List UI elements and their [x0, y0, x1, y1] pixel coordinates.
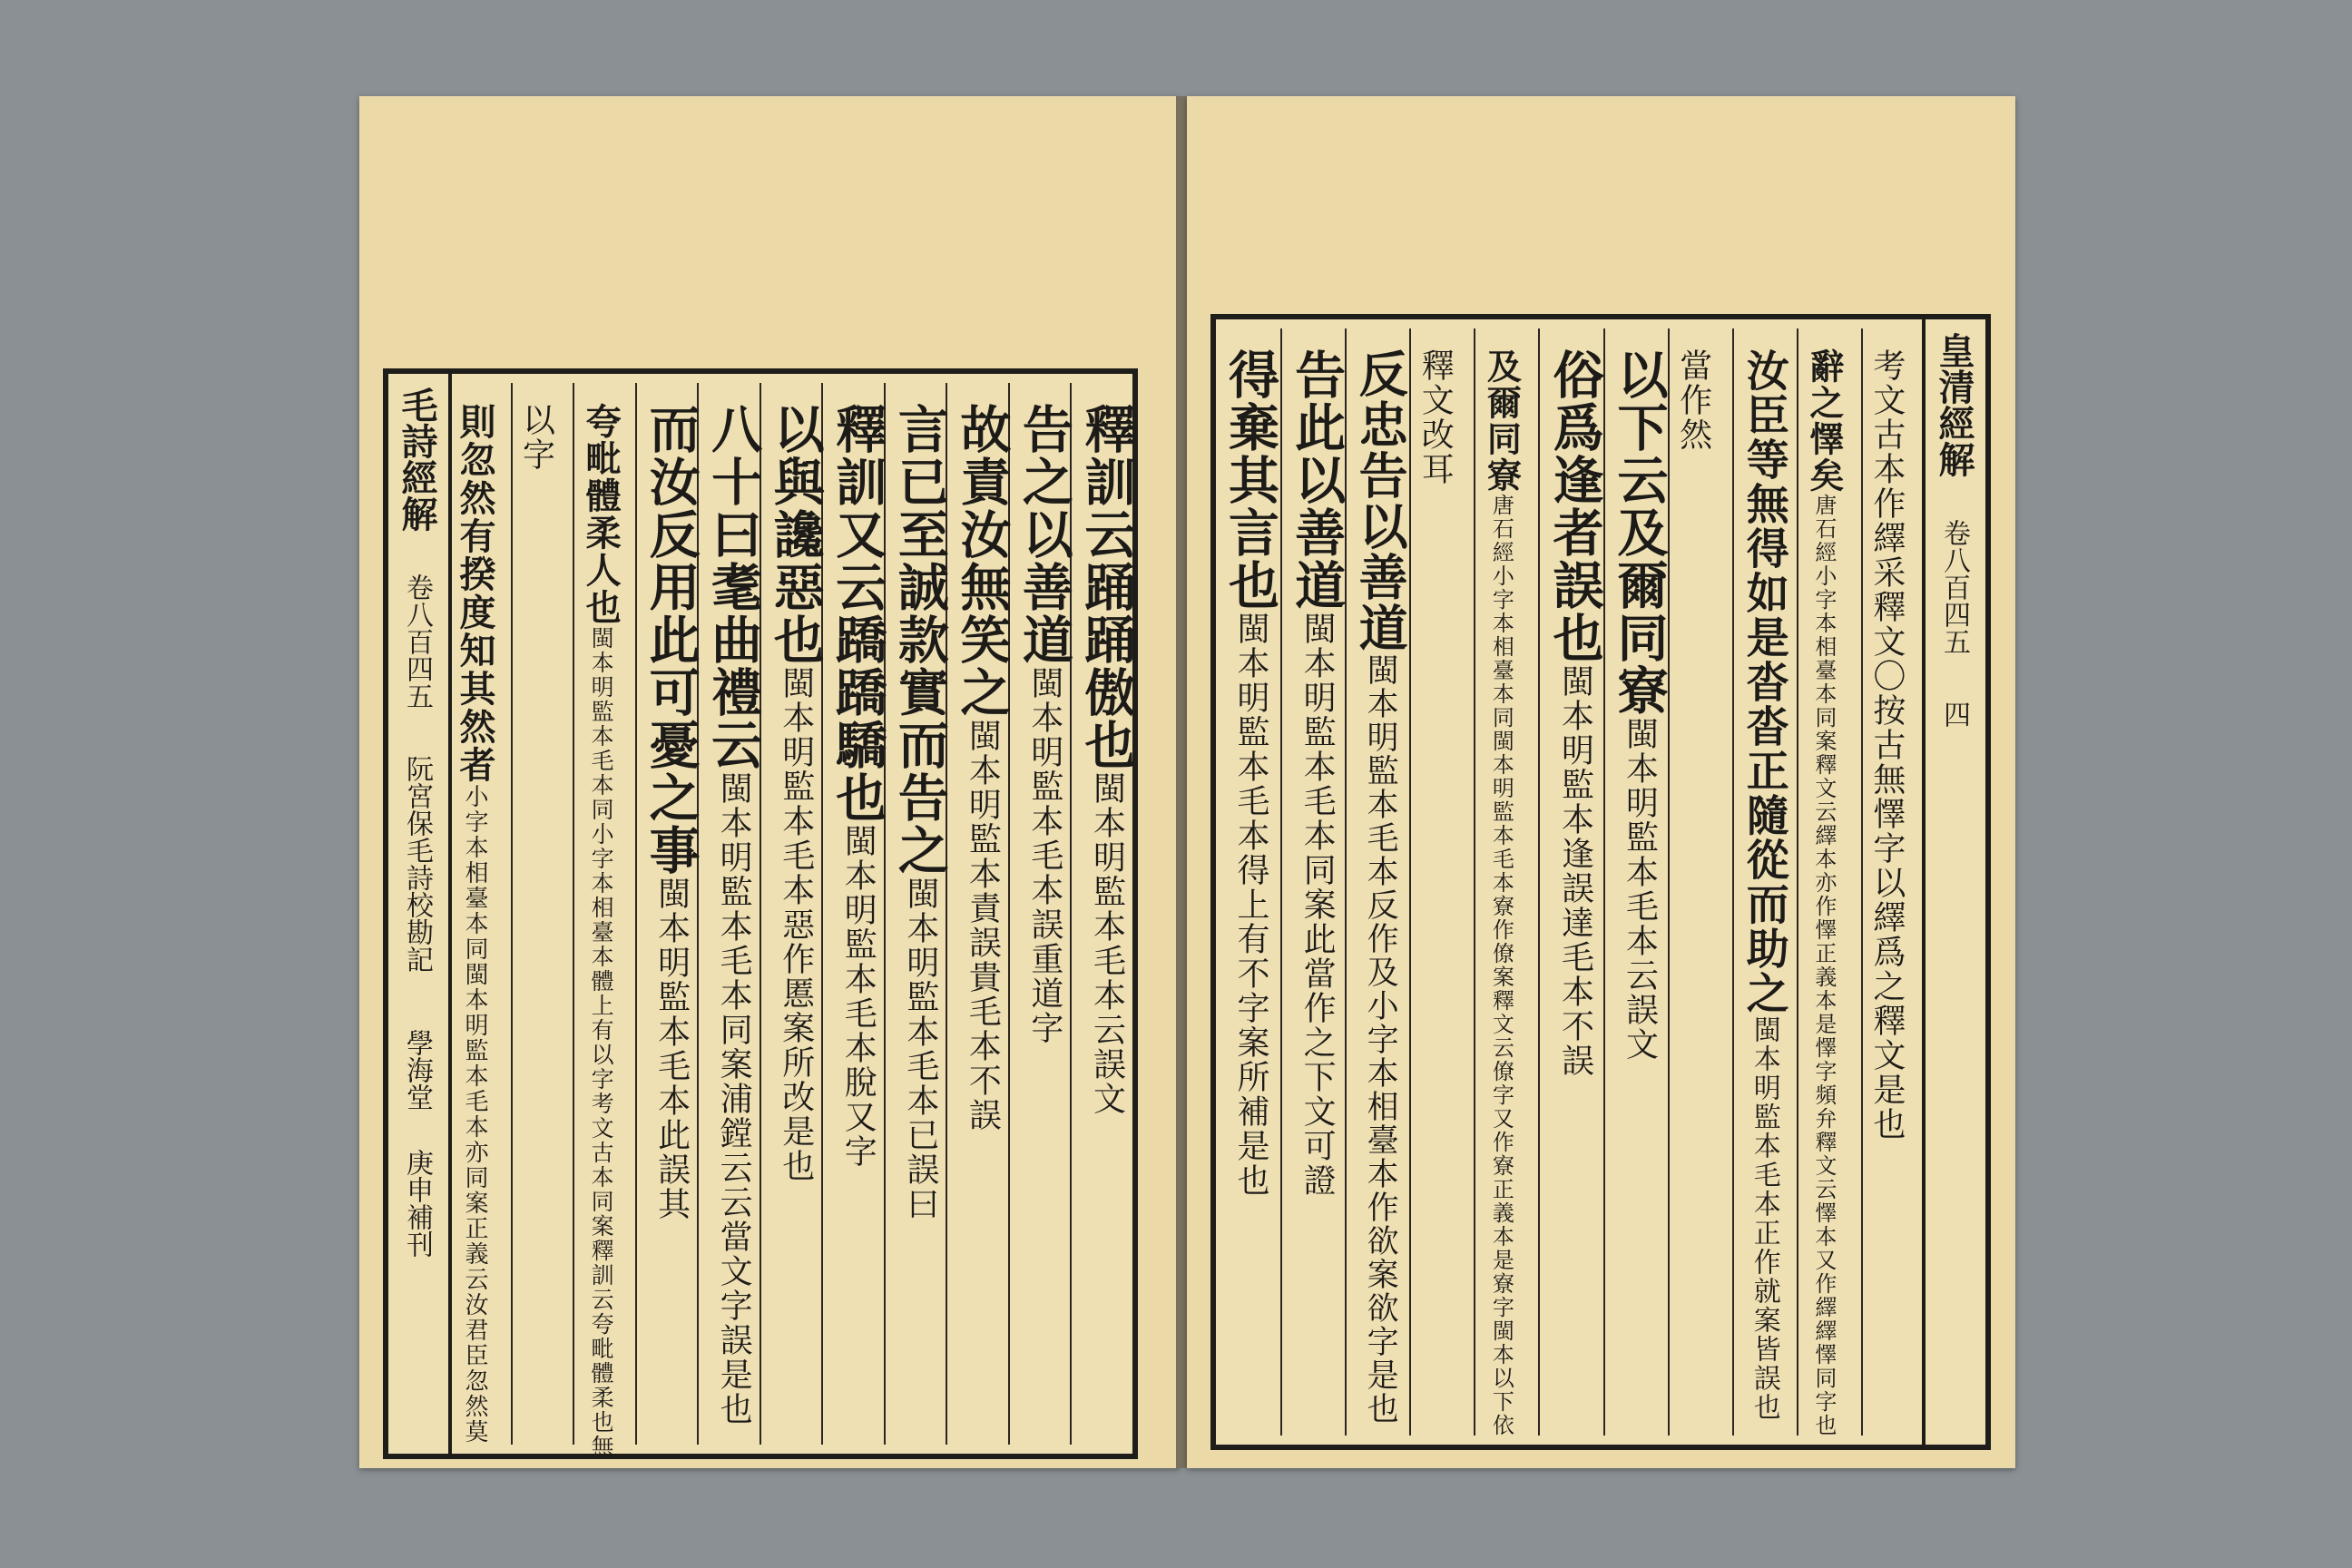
commentary-text: 閩本明監本毛本已誤曰 — [901, 877, 939, 1221]
left-column-text — [517, 403, 555, 472]
left-edge-strip — [388, 374, 452, 1454]
left-column-text — [828, 403, 888, 1169]
left-text-column — [573, 383, 637, 1459]
main-text: 以下云及爾同寮 — [1609, 348, 1670, 717]
commentary-text: 閩本明監本毛本云誤文 — [1621, 717, 1659, 1062]
right-column-text — [1287, 348, 1348, 1198]
right-text-column — [1280, 328, 1347, 1436]
main-text: 言已至誠款實而告之 — [889, 403, 950, 877]
commentary-text: 釋文改耳 — [1416, 348, 1455, 486]
right-column-text — [1351, 348, 1410, 1426]
left-text-column — [884, 383, 948, 1445]
commentary-text: 閩本明監本毛本正作就案皆誤也 — [1748, 1015, 1780, 1422]
commentary-text: 考文古本作繹采釋文〇按古無懌字以繹爲之釋文是也 — [1867, 348, 1906, 1142]
left-text-column — [1070, 383, 1137, 1445]
left-edge-label: 毛詩經解 — [396, 387, 438, 532]
left-text-column — [697, 383, 764, 1445]
commentary-text: 閩本明監本毛本得上有不字案所補是也 — [1232, 612, 1269, 1198]
right-text-column — [1797, 328, 1863, 1436]
commentary-text: 唐石經小字本相臺本同閩本明監本毛本寮作僚案釋文云僚字又作寮正義本是寮字閩本以下依 — [1488, 494, 1514, 1437]
right-text-column — [1668, 328, 1734, 1436]
right-column-text — [1674, 348, 1712, 452]
left-column-text — [889, 403, 950, 1221]
right-column-text — [1867, 348, 1906, 1142]
right-text-column — [1216, 328, 1280, 1436]
left-edge-label: 阮宮保毛詩校勘記 — [401, 755, 433, 973]
left-text-column — [1008, 383, 1073, 1445]
right-text-column — [1861, 328, 1927, 1436]
right-page — [1187, 96, 2015, 1468]
right-edge-label: 卷八百四五 — [1938, 519, 1970, 655]
right-column-text — [1416, 348, 1455, 486]
commentary-text: 當作然 — [1674, 348, 1712, 452]
left-column-text — [952, 403, 1013, 1132]
commentary-text: 唐石經小字本相臺本同案釋文云繹本亦作懌正義本是懌字頻弁釋文云懌本又作繹繹懌同字也 — [1810, 494, 1837, 1437]
right-column-text — [1544, 348, 1605, 1078]
left-text-column — [760, 383, 824, 1445]
right-column-text — [1609, 348, 1670, 1062]
left-text-frame — [383, 368, 1138, 1459]
commentary-text: 小字本相臺本同閩本明監本毛本亦同案正義云汝君臣忽然莫 — [461, 784, 488, 1445]
right-column-text — [1220, 348, 1280, 1198]
main-text: 則忽然有揆度知其然者 — [454, 403, 496, 784]
commentary-text: 閩本明監本毛本惡作慝案所改是也 — [777, 666, 815, 1183]
right-column-text — [1741, 348, 1788, 1422]
right-column-text — [1803, 348, 1845, 1437]
left-column-text — [1014, 403, 1074, 1045]
commentary-text: 閩本明監本毛本同小字本相臺本體上有以字考文古本同案釋訓云夸毗體柔也無 — [588, 626, 615, 1459]
main-text: 以與讒惡也 — [765, 403, 826, 666]
left-text-column — [511, 383, 575, 1445]
commentary-text: 閩本明監本毛本誤重道字 — [1025, 666, 1063, 1045]
main-text: 及爾同寮 — [1481, 348, 1523, 494]
main-text: 告此以善道 — [1287, 348, 1348, 612]
left-column-text — [580, 403, 622, 1459]
main-text: 八十曰耄曲禮云 — [703, 403, 764, 771]
left-text-column — [821, 383, 886, 1445]
commentary-text: 閩本明監本毛本脫又字 — [839, 824, 877, 1169]
left-column-text — [1076, 403, 1137, 1116]
main-text: 夸毗體柔人也 — [580, 403, 622, 626]
right-text-frame — [1210, 314, 1991, 1450]
left-edge-label: 學海堂 — [401, 1029, 433, 1111]
commentary-text: 閩本明監本毛本云誤文 — [1088, 771, 1126, 1116]
left-column-text — [456, 403, 495, 1445]
left-column-text — [703, 403, 764, 1426]
main-text: 釋訓云踊踊傲也 — [1076, 403, 1137, 771]
right-column-text — [1481, 348, 1523, 1437]
right-edge-label: 皇清經解 — [1933, 332, 1975, 477]
right-text-column — [1603, 328, 1670, 1436]
main-text: 反忠告以善道 — [1351, 348, 1410, 653]
right-edge-label: 四 — [1938, 701, 1970, 728]
left-column-text — [765, 403, 826, 1183]
commentary-text: 閩本明監本毛本此誤其 — [652, 877, 691, 1221]
left-edge-label: 庚申補刊 — [401, 1149, 433, 1258]
main-text: 而汝反用此可憂之事 — [641, 403, 701, 877]
right-edge-strip — [1922, 319, 1985, 1445]
main-text: 俗爲逢者誤也 — [1544, 348, 1605, 664]
main-text: 汝臣等無得如是沓沓正隨從而助之 — [1739, 348, 1789, 1015]
left-page — [359, 96, 1180, 1468]
right-text-column — [1474, 328, 1540, 1436]
main-text: 告之以善道 — [1014, 403, 1074, 666]
left-text-column — [448, 383, 511, 1445]
main-text: 故責汝無笑之 — [952, 403, 1013, 719]
main-text: 得棄其言也 — [1220, 348, 1280, 612]
commentary-text: 閩本明監本毛本反作及小字本相臺本作欲案欲字是也 — [1362, 653, 1399, 1426]
commentary-text: 以字 — [517, 403, 555, 472]
main-text: 辭之懌矣 — [1803, 348, 1845, 494]
commentary-text: 閩本明監本毛本同案浦鏜云云當文字誤是也 — [715, 771, 753, 1426]
left-column-text — [641, 403, 701, 1221]
left-text-column — [635, 383, 700, 1445]
right-text-column — [1409, 328, 1475, 1436]
right-text-column — [1345, 328, 1411, 1436]
commentary-text: 閩本明監本責誤貴毛本不誤 — [964, 719, 1002, 1132]
open-book — [359, 96, 2015, 1468]
left-text-column — [946, 383, 1013, 1445]
book-gutter — [1176, 96, 1187, 1468]
main-text: 釋訓又云蹻蹻驕也 — [828, 403, 888, 824]
right-text-column — [1732, 328, 1798, 1436]
right-text-column — [1538, 328, 1604, 1436]
commentary-text: 閩本明監本毛本同案此當作之下文可證 — [1298, 612, 1337, 1198]
left-edge-label: 卷八百四五 — [401, 573, 433, 710]
commentary-text: 閩本明監本逢誤達毛本不誤 — [1556, 664, 1594, 1078]
